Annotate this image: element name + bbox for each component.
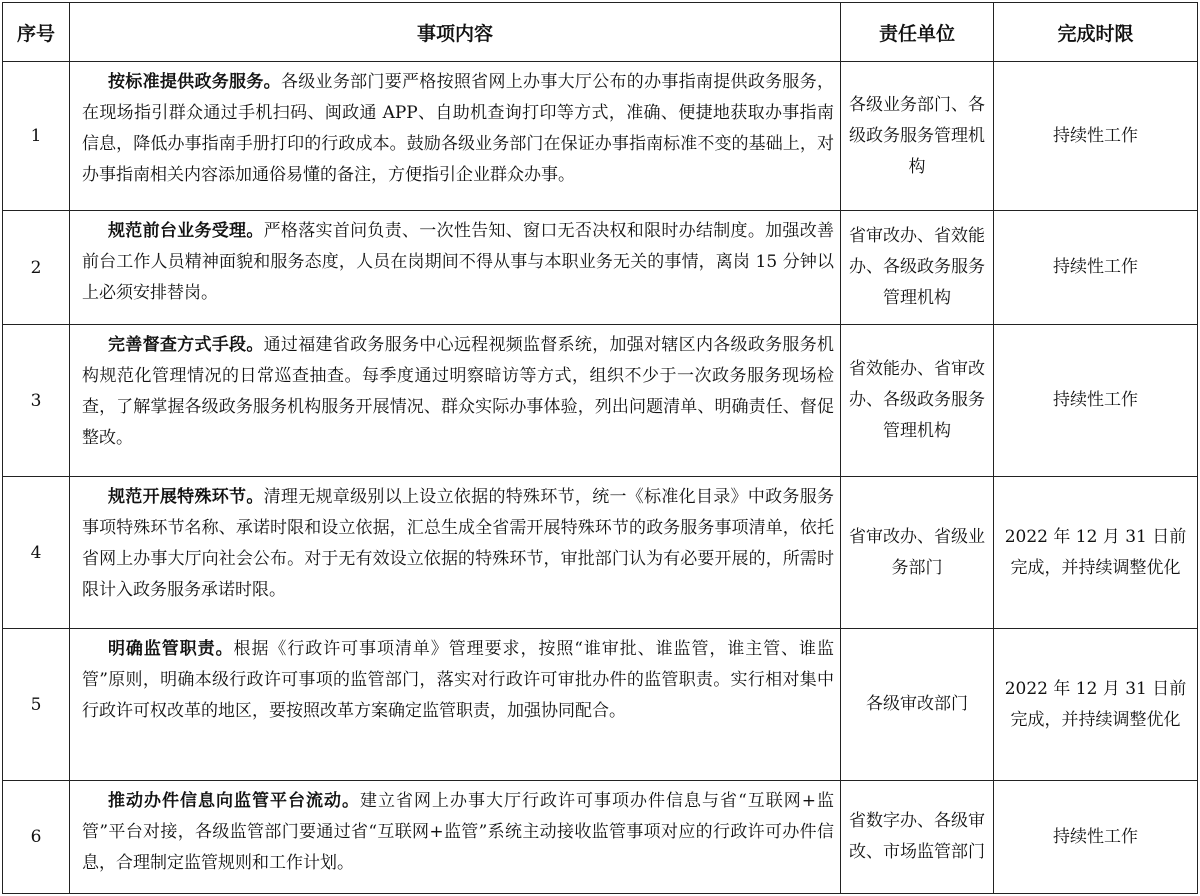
row-unit: 省效能办、省审改办、各级政务服务管理机构 xyxy=(841,325,994,477)
row-lead: 明确监管职责。 xyxy=(108,639,234,659)
table-row xyxy=(3,629,1198,781)
row-content xyxy=(70,629,841,781)
task-table xyxy=(2,2,1198,894)
row-lead: 推动办件信息向监管平台流动。 xyxy=(108,791,361,811)
table-row xyxy=(3,62,1198,211)
row-deadline: 2022 年 12 月 31 日前完成，并持续调整优化 xyxy=(994,629,1198,781)
row-unit: 省审改办、省效能办、各级政务服务管理机构 xyxy=(841,211,994,325)
row-number: 3 xyxy=(3,325,70,477)
row-body: 严格落实首问负责、一次性告知、窗口无否决权和限时办结制度。加强改善前台工作人员精神面貌和服务态度，人员在岗期间不得从事与本职业务无关的事情，离岗 15 分钟以上必须安排替岗。 xyxy=(82,221,835,303)
row-deadline: 2022 年 12 月 31 日前完成，并持续调整优化 xyxy=(994,477,1198,629)
row-content xyxy=(70,781,841,894)
row-deadline: 持续性工作 xyxy=(994,781,1198,894)
table-row xyxy=(3,781,1198,894)
row-unit: 省审改办、省级业务部门 xyxy=(841,477,994,629)
row-lead: 完善督查方式手段。 xyxy=(108,335,264,355)
row-lead: 规范前台业务受理。 xyxy=(108,221,264,241)
table-row xyxy=(3,325,1198,477)
row-unit: 省数字办、各级审改、市场监管部门 xyxy=(841,781,994,894)
row-deadline: 持续性工作 xyxy=(994,325,1198,477)
row-body: 通过福建省政务服务中心远程视频监督系统，加强对辖区内各级政务服务机构规范化管理情况的日常巡查抽查。每季度通过明察暗访等方式，组织不少于一次政务服务现场检查，了解掌握各级政务服务机构服务开展情况、群众实际办事体验，列出问题清单、明确责任、督促整改。 xyxy=(82,335,835,448)
row-unit: 各级业务部门、各级政务服务管理机构 xyxy=(841,62,994,211)
row-number: 4 xyxy=(3,477,70,629)
row-body: 清理无规章级别以上设立依据的特殊环节，统一《标准化目录》中政务服务事项特殊环节名称、承诺时限和设立依据，汇总生成全省需开展特殊环节的政务服务事项清单，依托省网上办事大厅向社会公布。对于无有效设立依据的特殊环节，审批部门认为有必要开展的，所需时限计入政务服务承诺时限。 xyxy=(82,487,835,600)
row-body: 各级业务部门要严格按照省网上办事大厅公布的办事指南提供政务服务，在现场指引群众通过手机扫码、闽政通 APP、自助机查询打印等方式，准确、便捷地获取办事指南信息，降低办事指南手册打印的行政成本。鼓励各级业务部门在保证办事指南标准不变的基础上，对办事指南相关内容添加通俗易懂的备注，方便指引企业群众办事。 xyxy=(82,72,835,185)
table-header-row xyxy=(3,3,1198,62)
row-content xyxy=(70,477,841,629)
header-deadline: 完成时限 xyxy=(994,3,1198,62)
row-content xyxy=(70,211,841,325)
row-number: 1 xyxy=(3,62,70,211)
row-content xyxy=(70,325,841,477)
header-num: 序号 xyxy=(3,3,70,62)
row-number: 2 xyxy=(3,211,70,325)
row-number: 6 xyxy=(3,781,70,894)
row-lead: 按标准提供政务服务。 xyxy=(108,72,281,92)
row-deadline: 持续性工作 xyxy=(994,62,1198,211)
header-content: 事项内容 xyxy=(70,3,841,62)
row-lead: 规范开展特殊环节。 xyxy=(108,487,264,507)
row-number: 5 xyxy=(3,629,70,781)
row-body: 建立省网上办事大厅行政许可事项办件信息与省“互联网+监管”平台对接，各级监管部门要通过省“互联网+监管”系统主动接收监管事项对应的行政许可办件信息，合理制定监管规则和工作计划。 xyxy=(82,791,835,873)
table-row xyxy=(3,477,1198,629)
table-row xyxy=(3,211,1198,325)
row-deadline: 持续性工作 xyxy=(994,211,1198,325)
header-unit: 责任单位 xyxy=(841,3,994,62)
row-body: 根据《行政许可事项清单》管理要求，按照“谁审批、谁监管，谁主管、谁监管”原则，明确本级行政许可事项的监管部门，落实对行政许可审批办件的监管职责。实行相对集中行政许可权改革的地区，要按照改革方案确定监管职责，加强协同配合。 xyxy=(82,639,834,721)
row-content xyxy=(70,62,841,211)
row-unit: 各级审改部门 xyxy=(841,629,994,781)
